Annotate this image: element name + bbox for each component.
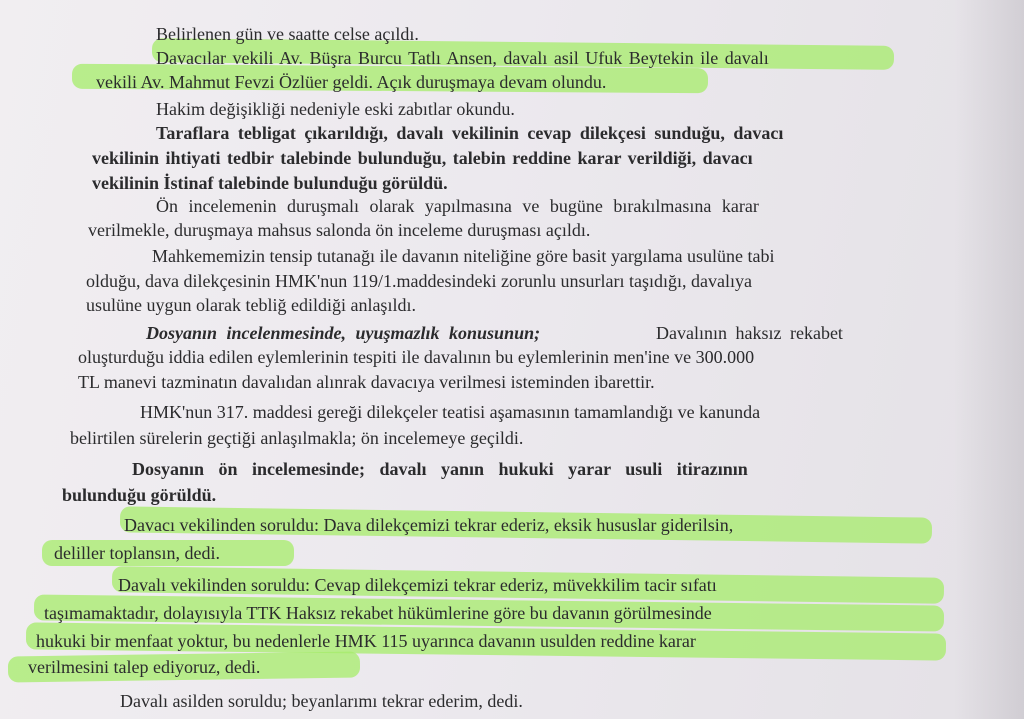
text-line: belirtilen sürelerin geçtiği anlaşılmakla; ön incelemeye geçildi. — [70, 428, 524, 448]
text-line: Hakim değişikliği nedeniyle eski zabıtlar okundu. — [156, 99, 515, 119]
page-shadow — [954, 0, 1024, 719]
text-line: bulunduğu görüldü. — [62, 485, 217, 505]
text-line: deliller toplansın, dedi. — [54, 543, 220, 563]
text-line: usulüne uygun olarak tebliğ edildiği anlaşıldı. — [86, 295, 416, 315]
text-line: TL manevi tazminatın davalıdan alınrak davacıya verilmesi isteminden ibarettir. — [78, 372, 655, 392]
text-line: vekilinin ihtiyati tedbir talebinde bulunduğu, talebin reddine karar verildiği, davacı — [92, 148, 753, 168]
text-line: verilmesini talep ediyoruz, dedi. — [28, 657, 261, 677]
text-line: HMK'nun 317. maddesi gereği dilekçeler teatisi aşamasının tamamlandığı ve kanunda — [140, 402, 761, 422]
text-line: Davalının haksız rekabet — [656, 323, 843, 343]
text-line: oluşturduğu iddia edilen eylemlerinin tespiti ile davalının bu eylemlerinin men'ine ve 300.000 — [78, 347, 755, 367]
text-line: olduğu, dava dilekçesinin HMK'nun 119/1.maddesindeki zorunlu unsurları taşıdığı, davalıya — [86, 271, 752, 291]
text-line: Dosyanın ön incelemesinde; davalı yanın hukuki yarar usuli itirazının — [132, 459, 748, 479]
text-line: Mahkememizin tensip tutanağı ile davanın niteliğine göre basit yargılama usulüne tabi — [152, 246, 775, 266]
text-line: Ön incelemenin duruşmalı olarak yapılmasına ve bugüne bırakılmasına karar — [156, 196, 759, 216]
text-line: hukuki bir menfaat yoktur, bu nedenlerle HMK 115 uyarınca davanın usulden reddine karar — [36, 631, 696, 651]
text-line: verilmekle, duruşmaya mahsus salonda ön inceleme duruşması açıldı. — [88, 220, 591, 240]
text-line: Dosyanın incelenmesinde, uyuşmazlık konusunun; — [146, 323, 541, 343]
text-line: Davacılar vekili Av. Büşra Burcu Tatlı Ansen, davalı asil Ufuk Beytekin ile davalı — [156, 48, 769, 68]
text-line: Belirlenen gün ve saatte celse açıldı. — [156, 24, 419, 44]
text-line: Davalı vekilinden soruldu: Cevap dilekçemizi tekrar ederiz, müvekkilim tacir sıfatı — [118, 575, 717, 595]
text-line: vekili Av. Mahmut Fevzi Özlüer geldi. Açık duruşmaya devam olundu. — [96, 72, 607, 92]
text-line: vekilinin İstinaf talebinde bulunduğu görüldü. — [92, 173, 448, 193]
text-line: Taraflara tebligat çıkarıldığı, davalı vekilinin cevap dilekçesi sunduğu, davacı — [156, 123, 784, 143]
text-line: Davalı asilden soruldu; beyanlarımı tekrar ederim, dedi. — [120, 691, 523, 711]
text-line: Davacı vekilinden soruldu: Dava dilekçemizi tekrar ederiz, eksik hususlar giderilsin, — [124, 515, 734, 535]
text-line: taşımamaktadır, dolayısıyla TTK Haksız rekabet hükümlerine göre bu davanın görülmesinde — [44, 603, 712, 623]
